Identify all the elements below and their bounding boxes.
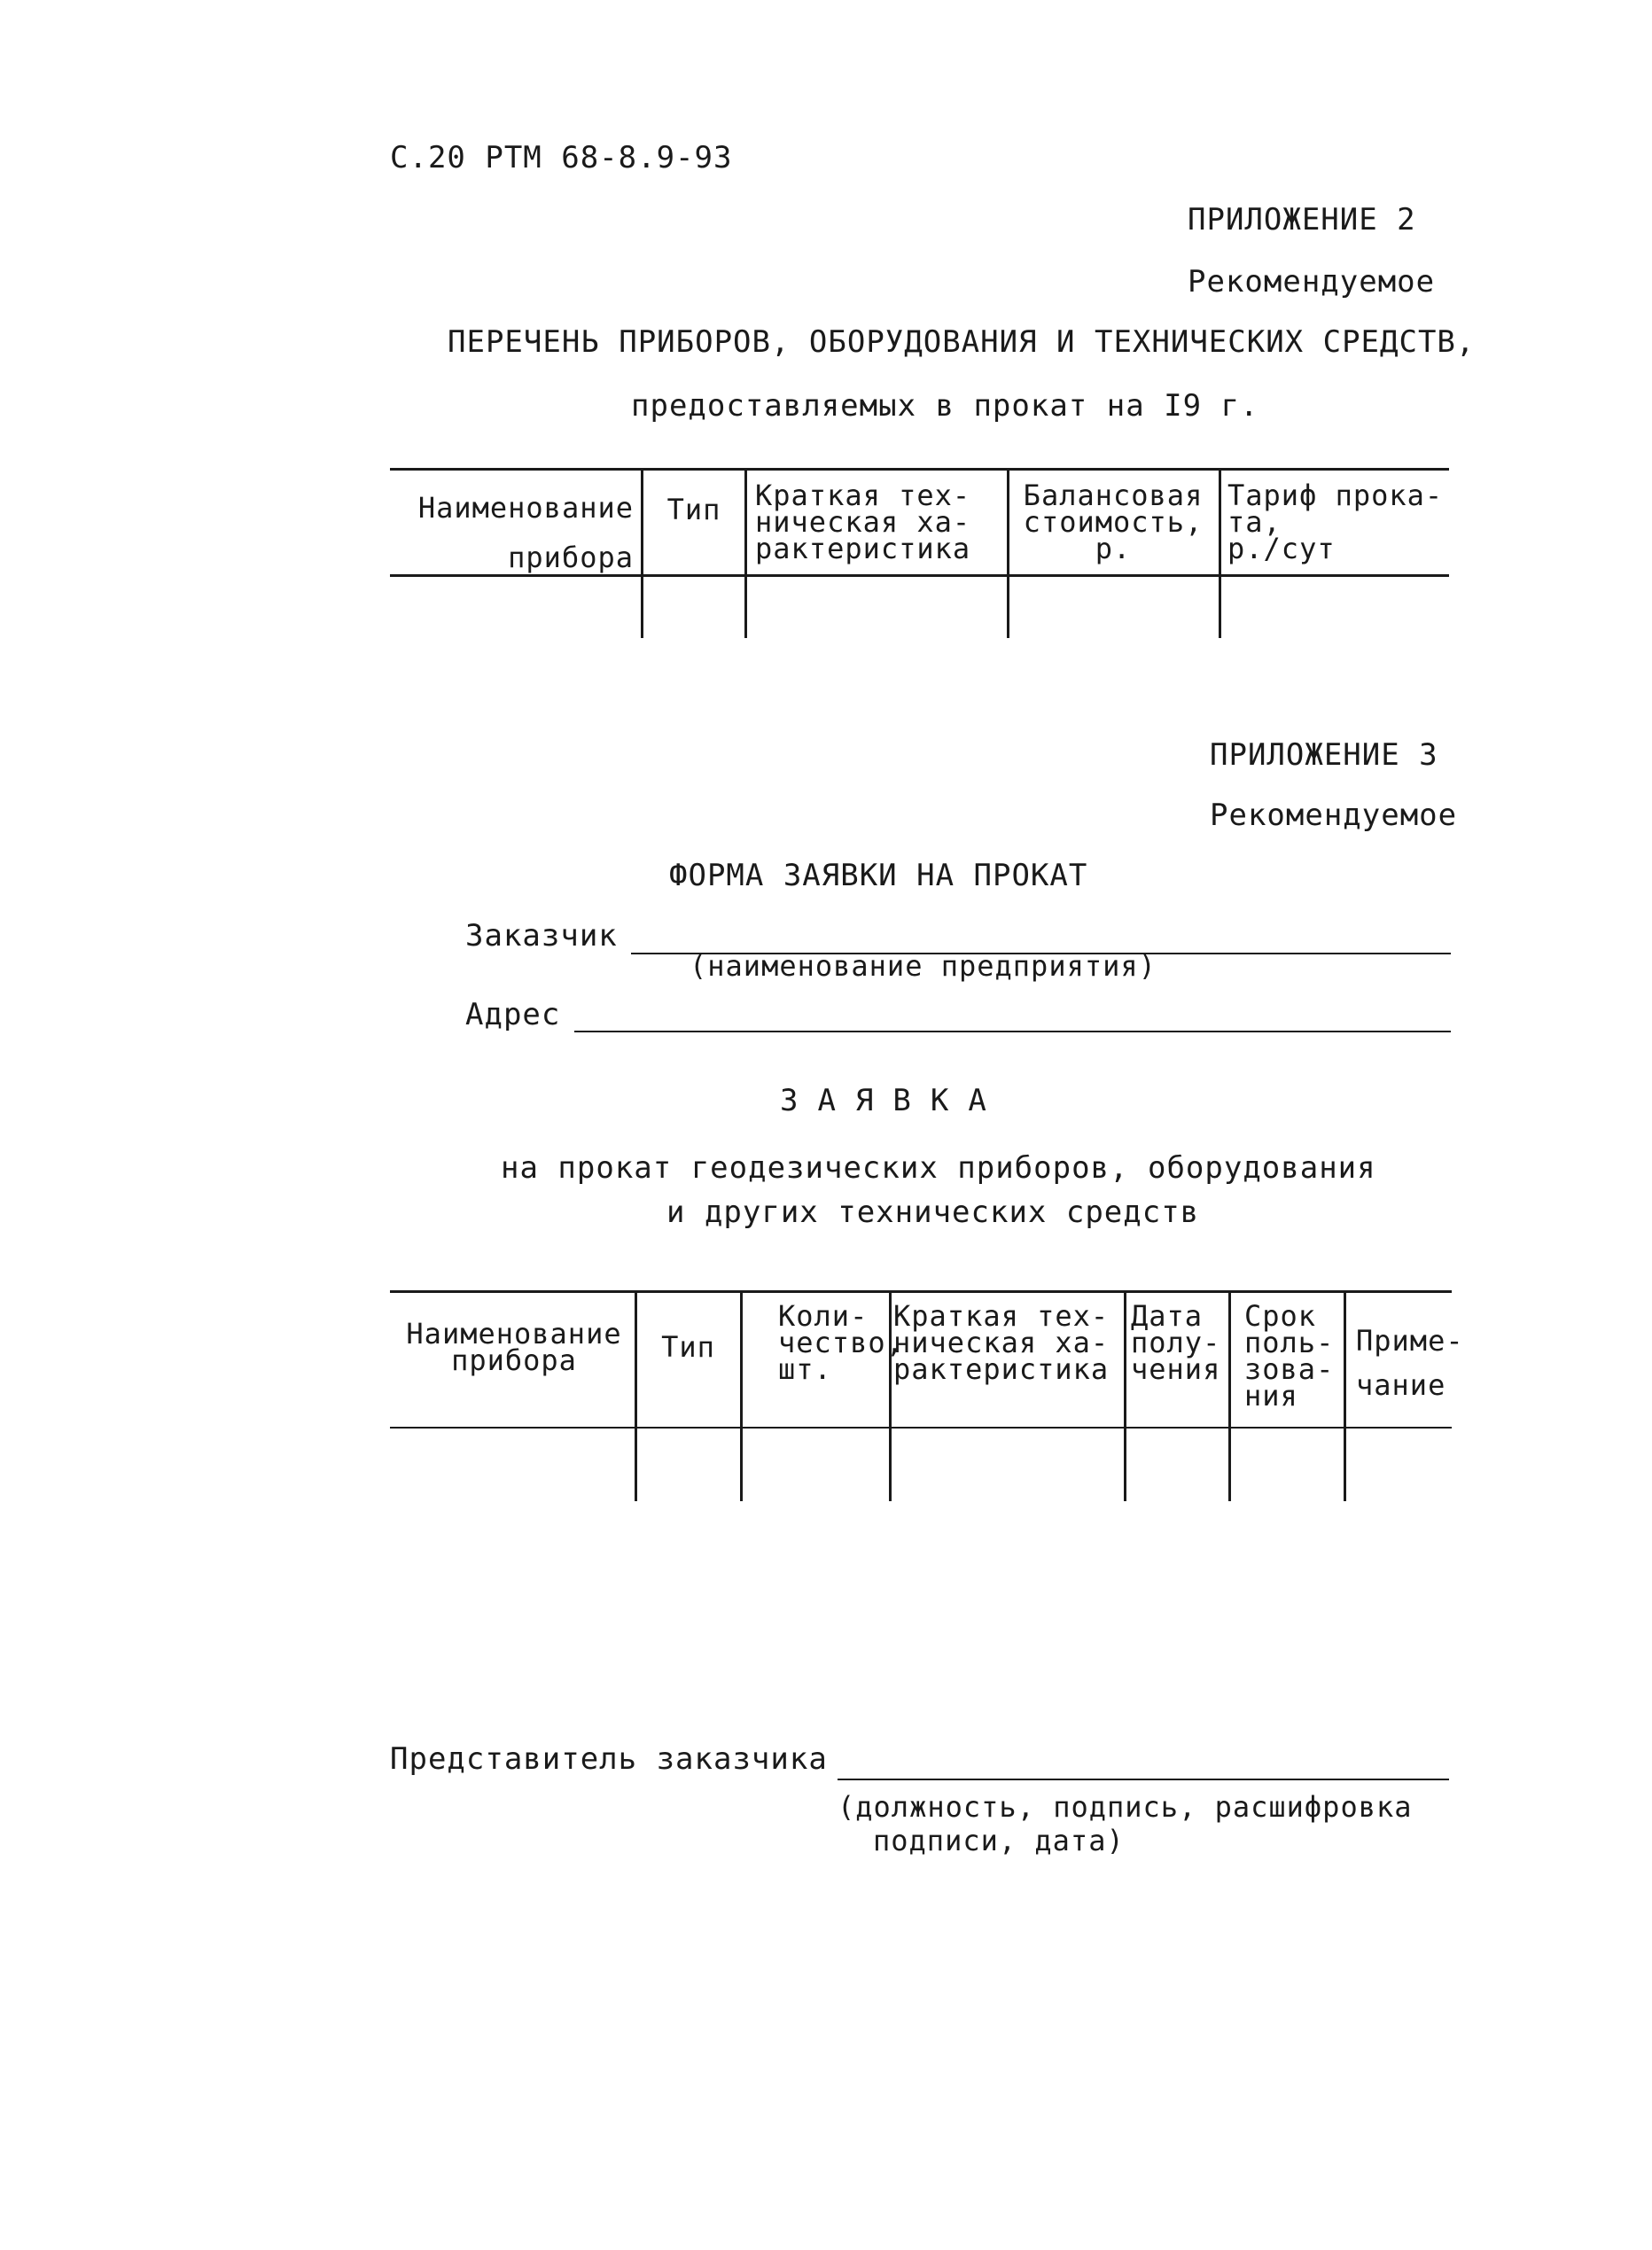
header-line: та,: [1227, 505, 1282, 539]
table2-header-quantity: [744, 1299, 904, 1386]
header-line: Краткая тех-: [893, 1299, 1110, 1333]
header-line: прибора: [508, 541, 634, 574]
header-line: Дата: [1131, 1299, 1204, 1333]
table1-header-type: [645, 493, 743, 526]
header-line: шт.: [778, 1352, 832, 1386]
table2-col-divider: [740, 1290, 743, 1501]
table1-top-rule: [390, 468, 1449, 471]
signature-caption: подписи, дата): [873, 1824, 1125, 1857]
header-line: чения: [1131, 1352, 1221, 1386]
table2-col-divider: [1228, 1290, 1231, 1501]
header-line: полу-: [1131, 1326, 1221, 1359]
representative-label: Представитель заказчика: [390, 1741, 828, 1777]
table2-header-usage-period: [1244, 1299, 1342, 1413]
table2-header-type: [638, 1330, 738, 1364]
appendix2-title: ПЕРЕЧЕНЬ ПРИБОРОВ, ОБОРУДОВАНИЯ И ТЕХНИЧЕСКИХ СРЕДСТВ,: [448, 324, 1476, 360]
request-subtitle: на прокат геодезических приборов, оборудования: [501, 1150, 1376, 1186]
appendix3-title: ФОРМА ЗАЯВКИ НА ПРОКАТ: [669, 858, 1088, 893]
header-line: прибора: [451, 1343, 577, 1377]
table2-header-note: [1356, 1319, 1464, 1407]
table1-header-characteristic: [755, 479, 1008, 565]
appendix3-status: Рекомендуемое: [1210, 798, 1458, 833]
address-label: Адрес: [465, 997, 561, 1032]
table1-header-tariff: [1227, 479, 1449, 565]
table2-header-characteristic: [893, 1299, 1124, 1386]
header-line: Коли-: [778, 1299, 869, 1333]
appendix3-label: ПРИЛОЖЕНИЕ 3: [1210, 737, 1438, 773]
appendix2-subtitle: предоставляемых в прокат на I9 г.: [631, 388, 1259, 424]
page-header: С.20 РТМ 68-8.9-93: [390, 140, 733, 175]
appendix2-status: Рекомендуемое: [1188, 264, 1436, 300]
header-line: Краткая тех-: [755, 479, 971, 512]
appendix2-label: ПРИЛОЖЕНИЕ 2: [1188, 202, 1416, 237]
table1-header-name: [394, 483, 634, 582]
signature-line: [838, 1779, 1449, 1780]
header-line: рактеристика: [755, 532, 971, 565]
header-line: поль-: [1244, 1326, 1335, 1359]
table1-col-divider: [1219, 468, 1221, 638]
table2-header-rule: [390, 1427, 1452, 1429]
table2-header-name: [394, 1317, 634, 1377]
table2-top-rule: [390, 1290, 1452, 1293]
header-line: рактеристика: [893, 1352, 1110, 1386]
request-title: ЗАЯВКА: [780, 1083, 1006, 1118]
header-line: Тариф прока-: [1227, 479, 1444, 512]
table2-header-receipt-date: [1131, 1299, 1228, 1386]
header-line: ническая ха-: [755, 505, 971, 539]
header-line: Балансовая: [1023, 479, 1204, 512]
header-line: р./сут: [1227, 532, 1336, 565]
header-line: Приме-: [1356, 1324, 1464, 1358]
header-line: Наименование: [406, 1317, 622, 1351]
header-line: чество,: [778, 1326, 904, 1359]
table2-col-divider: [1124, 1290, 1126, 1501]
header-line: чание: [1356, 1368, 1446, 1402]
address-field-line: [574, 1031, 1451, 1032]
header-line: Наименование: [417, 491, 634, 525]
header-line: Срок: [1244, 1299, 1317, 1333]
table1-col-divider: [641, 468, 643, 638]
table2-col-divider: [1344, 1290, 1346, 1501]
header-line: Тип: [666, 493, 721, 526]
table1-header-balance-cost: [1011, 479, 1215, 565]
header-line: ния: [1244, 1379, 1298, 1413]
header-line: ническая ха-: [893, 1326, 1110, 1359]
table1-col-divider: [744, 468, 747, 638]
header-line: зова-: [1244, 1352, 1335, 1386]
header-line: р.: [1095, 532, 1132, 565]
customer-caption: (наименование предприятия): [690, 949, 1157, 983]
header-line: стоимость,: [1023, 505, 1204, 539]
table2-col-divider: [635, 1290, 637, 1501]
customer-label: Заказчик: [465, 918, 618, 954]
header-line: Тип: [661, 1330, 715, 1364]
signature-caption: (должность, подпись, расшифровка: [838, 1790, 1413, 1824]
request-subtitle: и других технических средств: [666, 1195, 1200, 1230]
